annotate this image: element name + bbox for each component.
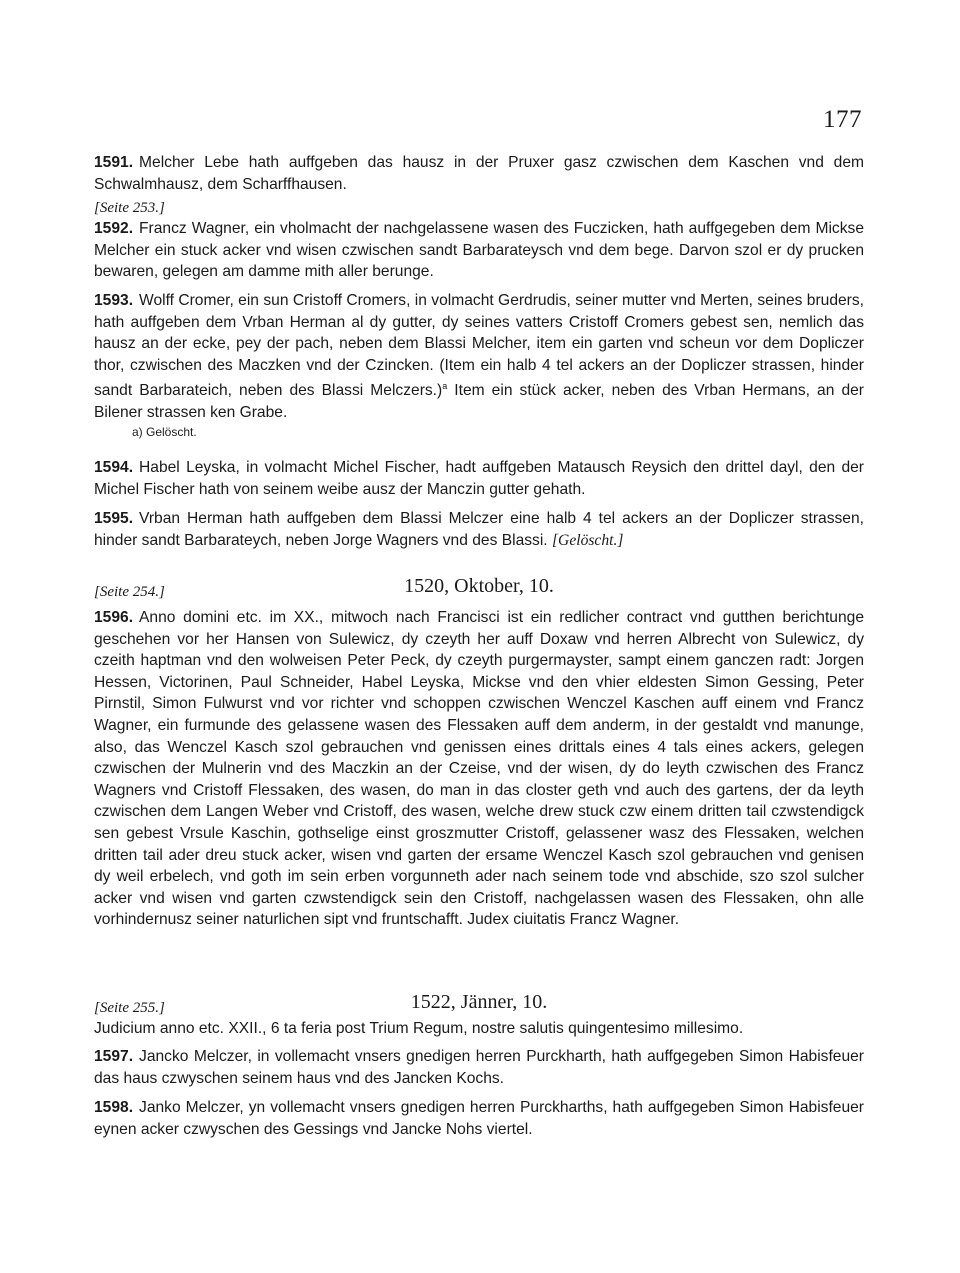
entry-text-continued: Item ein stück acker, neben des Vrban Hermans, an der Bilener strassen ken Grabe.	[94, 382, 864, 422]
judicium-line	[94, 1018, 864, 1040]
entry-1593	[94, 290, 864, 440]
entry-text: Wolff Cromer, ein sun Cristoff Cromers, in volmacht Gerdrudis, seiner mutter vnd Merten, seines bruders, hath auffgeben dem Vrban Herman al dy gutter, dy seines vatters Cristoff Cromers gebest sen, nemlich das hausz an der ecke, pey der pach, neben dem Blassi Melcher, item ein garten vnd scheun vor dem Dopliczer thor, czwischen des Maczken vnd der Czincken. (Item ein halb 4 tel ackers an der Dopliczer strassen, hinder sandt Barbarateich, neben des Blassi Melczers.)	[94, 292, 864, 400]
seite-reference: [Seite 253.]	[94, 200, 165, 216]
entry-1595	[94, 508, 864, 551]
seite-reference: [Seite 255.]	[94, 1000, 165, 1016]
seite-253-marker	[94, 197, 864, 220]
entry-1594	[94, 457, 864, 500]
deletion-note: [Gelöscht.]	[551, 531, 624, 549]
entry-1598	[94, 1097, 864, 1140]
judicium-text: Judicium anno etc. XXII., 6 ta feria post Trium Regum, nostre salutis quingentesimo millesimo.	[94, 1020, 744, 1037]
entry-number: 1598.	[94, 1099, 134, 1116]
entry-number: 1597.	[94, 1048, 134, 1065]
entry-number: 1596.	[94, 609, 134, 626]
footnote-marker: a	[442, 381, 448, 392]
seite-reference: [Seite 254.]	[94, 584, 165, 600]
entry-text: Anno domini etc. im XX., mitwoch nach Francisci ist ein redlicher contract vnd gutthen berichtunge geschehen vor her Hansen von Sulewicz, dy czeyth her auff Doxaw vnd herren Albrecht von Sulewicz, dy czeith haptman vnd den wolweisen Peter Peck, dy czeyth purgermayster, sampt einem ganczen radt: Jorgen Hessen, Victorinen, Paul Schneider, Habel Leyska, Mickse vnd den vhier eldesten Simon Gessing, Peter Pirnstil, Simon Fulwurst vnd vor richter vnd schoppen czwischen Wenczel Kaschen auff einem vnd Francz Wagner, ein furmunde des gelassene wasen des Flessaken auff dem anderm, in der gestaldt vnd manunge, also, das Wenczel Kasch szol gebrauchen vnd genissen eines drittals eines 4 tals eines ackers, gelegen czwischen der Mulnerin vnd des Maczkin an der Czeise, vnd der wisen, dy do leyth czwischen des Francz Wagners vnd Cristoff Flessaken, des wasen, do man in das closter geth vnd auch des gartens, der da leyth czwischen dem Langen Weber vnd Cristoff, des wasen, welche drew stuck czw einem dritten tail czwstendigck sen gebest Vrsule Kaschin, gothselige einst groszmutter Cristoff, gelassener wasz des Flessaken, welchen dritten tail ader dreu stuck acker, wisen vnd garten der ersame Wenczel Kasch szol gebrauchen vnd genisen dy weil erbelech, vnd goth im sein erben vorgunneth ader nach seinem tode vnd abschide, szo szol sulcher acker vnd wisen vnd garten czwstendigck sein den Cristoff, nachgelassen wasen des Flessaken, ohn alle vorhindernusz seiner naturlichen sipt vnd fruntschafft. Judex ciuitatis Francz Wagner.	[94, 609, 864, 929]
date-heading: 1520, Oktober, 10.	[404, 575, 554, 597]
footnote: a) Gelöscht.	[132, 424, 197, 439]
entry-number: 1594.	[94, 459, 134, 476]
entry-1592	[94, 218, 864, 283]
entry-number: 1591.	[94, 154, 134, 171]
entry-text: Janko Melczer, yn vollemacht vnsers gnedigen herren Purckharths, hath auffgegeben Simon Habisfeuer eynen acker czwyschen des Gessings vnd Jancke Nohs viertel.	[94, 1099, 864, 1138]
page-number: 177	[823, 106, 862, 133]
entry-text: Habel Leyska, in volmacht Michel Fischer, hadt auffgeben Matausch Reysich den drittel dayl, den der Michel Fischer hath von seinem weibe ausz der Manczin gutter gehath.	[94, 459, 864, 498]
entry-text: Francz Wagner, ein vholmacht der nachgelassene wasen des Fuczicken, hath auffgegeben dem Mickse Melcher ein stuck acker vnd wisen czwischen sandt Barbarateysch vnd dem bege. Darvon szol er dy prucken bewaren, gelegen am damme mith aller berunge.	[94, 220, 864, 281]
entry-text: Vrban Herman hath auffgeben dem Blassi Melczer eine halb 4 tel ackers an der Dopliczer strassen, hinder sandt Barbarateych, neben Jorge Wagners vnd des Blassi.	[94, 510, 864, 549]
entry-number: 1595.	[94, 510, 134, 527]
entry-number: 1592.	[94, 220, 134, 237]
dateline-1522	[94, 992, 864, 1018]
date-heading: 1522, Jänner, 10.	[410, 991, 548, 1013]
dateline-1520	[94, 576, 864, 602]
entry-1597	[94, 1046, 864, 1089]
entry-text: Jancko Melczer, in vollemacht vnsers gnedigen herren Purckharth, hath auffgegeben Simon Habisfeuer das haus czwyschen seinem haus vnd des Jancken Kochs.	[94, 1048, 864, 1087]
entry-number: 1593.	[94, 292, 134, 309]
entry-1596	[94, 607, 864, 931]
entry-1591	[94, 152, 864, 195]
entry-text: Melcher Lebe hath auffgeben das hausz in der Pruxer gasz czwischen dem Kaschen vnd dem Schwalmhausz, dem Scharffhausen.	[94, 154, 864, 193]
